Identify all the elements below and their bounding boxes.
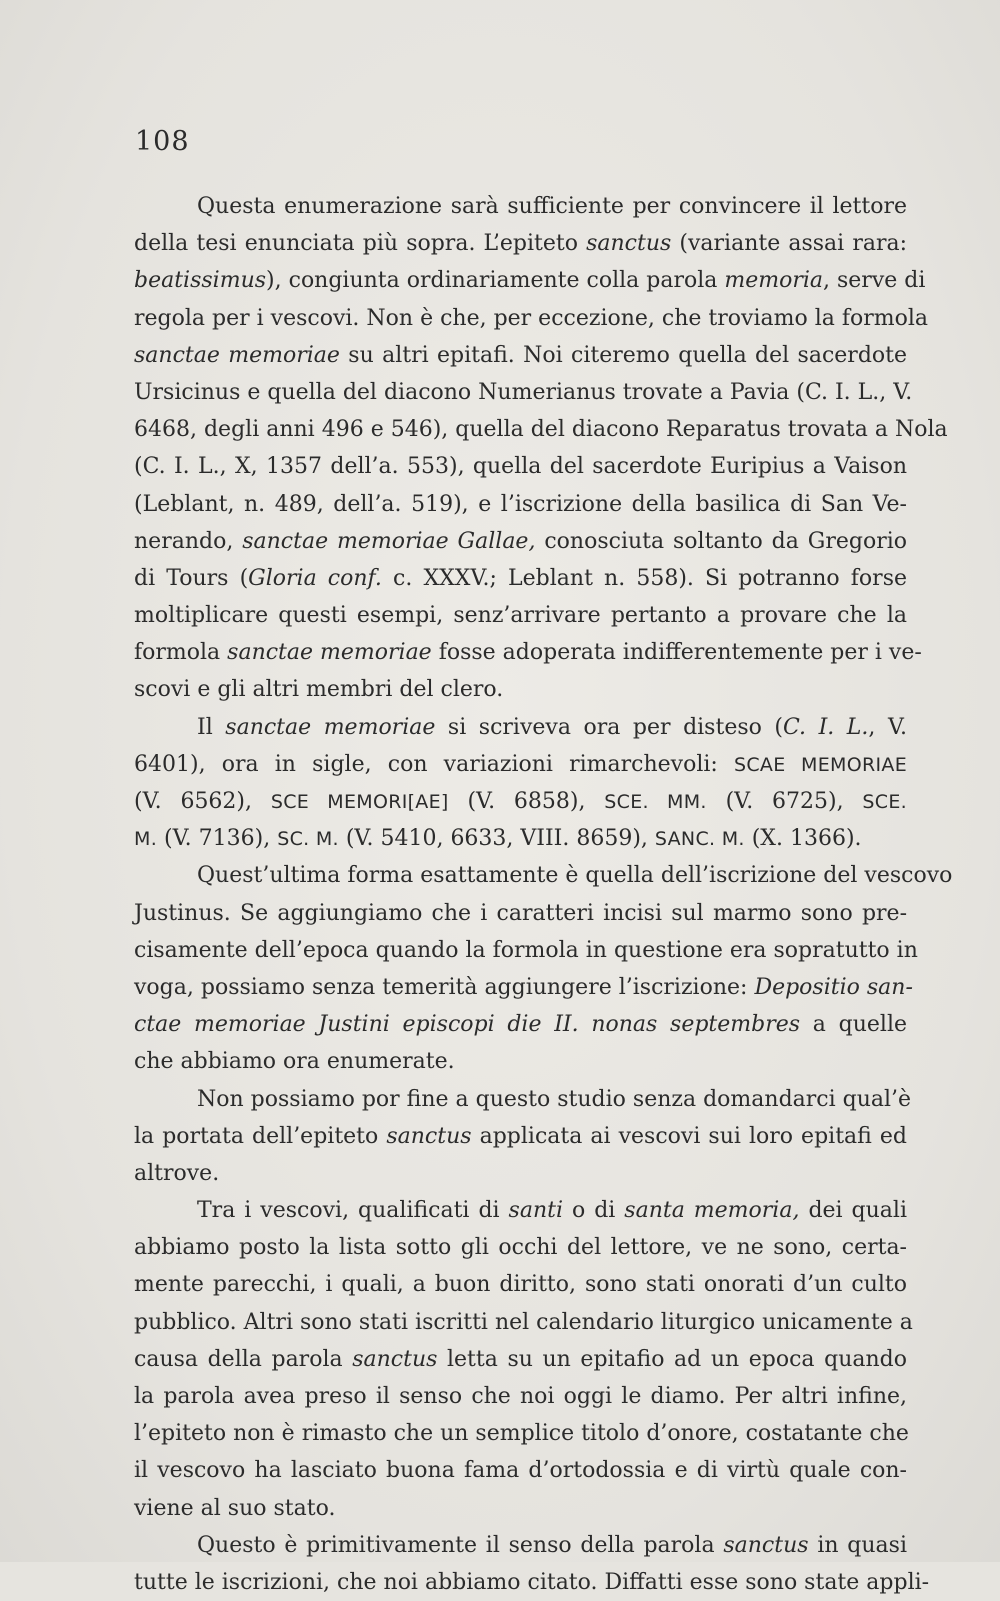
text-span: a quelle [800,1012,907,1038]
text-line [134,1266,907,1303]
text-span: che abbiamo ora enumerate. [134,1049,455,1075]
text-span: regola per i vescovi. Non è che, per eccezione, che troviamo la formola [134,305,929,331]
text-line [134,374,913,411]
text-line [134,1229,907,1266]
text-span: fosse adoperata indifferentemente per i ve- [431,640,922,666]
text-span: Questa enumerazione sarà sufficiente per convincere il lettore [197,194,907,219]
text-line [134,820,907,857]
text-span: di Tours ( [134,565,249,591]
text-line [134,188,907,225]
text-span: scovi e gli altri membri del clero. [134,677,504,703]
italic-text: sanctus [386,1123,472,1149]
text-span: c. XXXV.; Leblant n. 558). Si potranno forse [381,565,908,591]
text-line [134,225,907,262]
text-span: pubblico. Altri sono stati iscritti nel calendario liturgico unicamente a [134,1309,913,1335]
text-span: o di [563,1198,625,1224]
inscription-text: SCE. MM. [604,791,707,813]
text-line [134,486,907,523]
italic-text: beatissimus [134,268,267,294]
text-line [134,1564,930,1601]
body-text [134,188,953,1601]
text-span: 6468, degli anni 496 e 546), quella del diacono Reparatus trovata a Nola [134,417,948,443]
text-span: causa della parola [134,1346,353,1372]
text-span: in quasi [808,1532,907,1558]
text-line [134,1490,907,1527]
page-number: 108 [135,126,190,157]
text-span: la parola avea preso il senso che noi oggi le diamo. Per altri infine, [134,1384,907,1409]
text-span: l’epiteto non è rimasto che un semplice titolo d’onore, costatante che [134,1421,909,1447]
text-line [134,1527,907,1564]
text-span: la portata dell’epiteto [134,1123,387,1149]
text-span: applicata ai vescovi sui loro epitafi ed [471,1123,907,1149]
text-line [134,709,907,746]
italic-text: Depositio san- [754,974,913,1000]
italic-text: sanctae memoriae [134,342,340,368]
text-span: altrove. [134,1160,220,1186]
italic-text: santi [508,1198,563,1224]
text-line [134,746,907,783]
text-line [134,857,953,894]
text-span: Justinus. Se aggiungiamo che i caratteri incisi sul marmo sono pre- [134,900,907,926]
text-span: mente parecchi, i quali, a buon diritto, sono stati onorati d’un culto [134,1272,907,1298]
inscription-text: M. [134,828,158,851]
text-line [134,634,922,671]
text-span: letta su un epitafio ad un epoca quando [437,1346,907,1372]
text-span: Tra i vescovi, qualificati di [197,1198,509,1224]
text-line [134,895,907,932]
text-line [134,1341,907,1378]
text-span: , V. [868,714,907,740]
text-span: (V. 6858), [448,789,605,814]
text-span: della tesi enunciata più sopra. L’epiteto [134,231,587,257]
text-line [134,560,907,597]
text-span: (X. 1366). [744,826,862,852]
text-line [134,1415,907,1452]
italic-text: ctae memoriae Justini episcopi die II. nonas septembres [134,1012,801,1038]
text-span: su altri epitafi. Noi citeremo quella del sacerdote [339,342,908,368]
text-line [134,1452,907,1489]
text-line [134,671,907,708]
inscription-text: SANC. M. [654,828,745,851]
text-line [134,448,907,485]
text-line [134,783,907,820]
italic-text: Gloria conf. [248,565,382,591]
text-line [134,337,907,374]
text-span: conosciuta soltanto da Gregorio [535,528,907,554]
text-span: dei quali [799,1198,908,1224]
inscription-text: SC. M. [277,828,339,851]
text-span: Questo è primitivamente il senso della parola [197,1532,724,1558]
inscription-text: SCAE MEMORIAE [734,753,907,776]
text-line [134,1043,907,1080]
italic-text: santa memoria, [624,1198,800,1224]
italic-text: sanctus [352,1346,438,1372]
text-line [134,969,913,1006]
text-span: viene al suo stato. [134,1495,336,1521]
text-line [134,1006,907,1043]
text-line [134,1081,912,1118]
text-line [134,1304,913,1341]
italic-text: sanctus [586,231,672,257]
text-line [134,597,907,634]
text-span: moltiplicare questi esempi, senz’arrivare pertanto a provare che la [134,603,907,629]
inscription-text: SCE MEMORI[AE] [270,791,449,813]
text-line [134,1192,907,1229]
text-span: (V. 6562), [134,789,271,814]
text-span: (V. 7136), [157,826,278,852]
text-span: (V. 6725), [706,789,863,814]
italic-text: C. I. L. [783,714,869,740]
text-line [134,1378,907,1415]
italic-text: sanctae memoriae Gallae, [242,528,536,554]
text-span: (C. I. L., X, 1357 dell’a. 553), quella del sacerdote Euripius a Vaison [134,454,907,480]
text-span: Non possiamo por fine a questo studio senza domandarci qual’è [197,1086,912,1112]
italic-text: sanctae memoriae [225,714,436,740]
text-span: Quest’ultima forma esattamente è quella dell’iscrizione del vescovo [197,863,953,889]
text-line [134,1118,907,1155]
text-span: Ursicinus e quella del diacono Numerianus trovate a Pavia (C. I. L., V. [134,379,913,405]
text-span: abbiamo posto la lista sotto gli occhi del lettore, ve ne sono, certa- [134,1235,907,1261]
text-span: voga, possiamo senza temerità aggiungere l’iscrizione: [134,974,755,1000]
text-line [134,300,929,337]
text-line [134,932,918,969]
text-line [134,523,907,560]
text-span: cisamente dell’epoca quando la formola in questione era sopratutto in [134,937,918,963]
italic-text: sanctae memoriae [227,640,432,666]
italic-text: memoria [724,268,824,294]
italic-text: sanctus [723,1532,809,1558]
text-span: , serve di [823,268,926,294]
text-line [134,1155,907,1192]
text-span: nerando, [134,528,243,554]
text-line [134,262,926,299]
text-span: (Leblant, n. 489, dell’a. 519), e l’iscrizione della basilica di San Ve- [134,491,907,517]
text-span: 6401), ora in sigle, con variazioni rimarchevoli: [134,751,734,777]
text-span: formola [134,640,228,666]
text-span: si scriveva ora per disteso ( [435,714,783,740]
text-span: (variante assai rara: [671,231,907,257]
text-span: Il [197,714,226,740]
text-span: (V. 5410, 6633, VIII. 8659), [338,826,655,852]
text-span: il vescovo ha lasciato buona fama d’ortodossia e di virtù quale con- [134,1458,907,1484]
text-span: ), congiunta ordinariamente colla parola [266,268,725,294]
text-span: tutte le iscrizioni, che noi abbiamo citato. Diffatti esse sono state appli- [134,1569,930,1595]
text-line [134,411,948,448]
inscription-text: SCE. [862,791,907,813]
